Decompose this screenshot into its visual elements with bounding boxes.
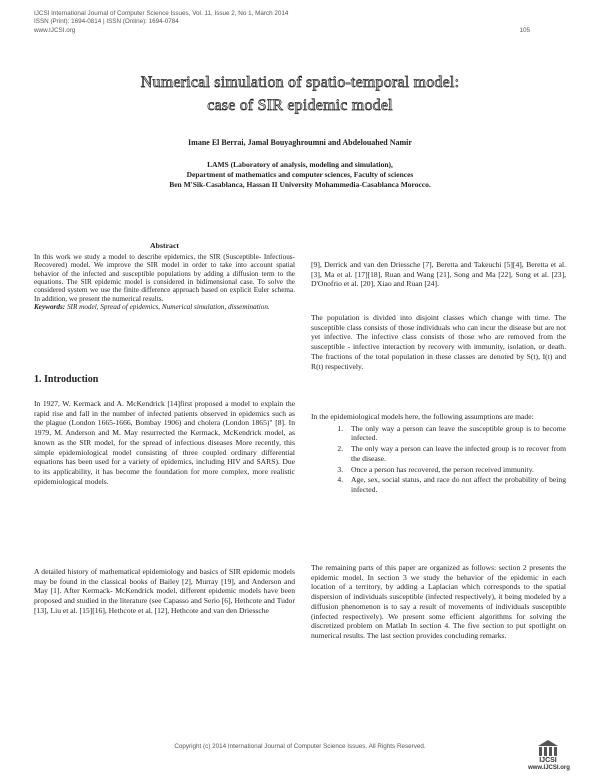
affiliation-line-1: LAMS (Laboratory of analysis, modeling and simulation), <box>207 160 393 169</box>
right-column-p5 <box>311 563 566 641</box>
affiliation-line-3: Ben M'Sik-Casablanca, Hassan II University Mohammedia-Casablanca Morocco. <box>169 180 431 189</box>
keywords <box>34 303 295 311</box>
title-line-2: case of SIR epidemic model <box>207 97 393 114</box>
right-column <box>311 260 566 289</box>
site-line: www.IJCSI.org <box>34 26 76 34</box>
logo-pillars-icon <box>528 738 568 758</box>
intro-paragraph-2: A detailed history of mathematical epidemiology and basics of SIR epidemic models may be found in the classical books of Bailey [2], Murray [19], and Anderson and May [1]. After Kermack- McKendrick model, different epidemic models have been proposed and studied in the literature (see Capasso and Serio [6], Hethcote and Tudor [13], Liu et al. [15][16], Hethcote et al. [12], Hethcote and van den Driessche <box>34 567 295 615</box>
intro-left-body-2 <box>34 567 295 616</box>
title-line-1: Numerical simulation of spatio-temporal model: <box>140 74 460 91</box>
list-item: 4. Age, sex, social status, and race do not affect the probability of being infected. <box>345 475 566 494</box>
logo-site: www.IJCSI.org <box>528 765 570 771</box>
keywords-text: SIR model, Spread of epidemics, Numerical simulation, dissemination. <box>66 303 270 312</box>
list-item: 2. The only way a person can leave the infected group is to recover from the disease. <box>345 444 566 463</box>
right-column-p4 <box>311 412 566 496</box>
issn-line: ISSN (Print): 1694-0814 | ISSN (Online): 1694-0784 <box>34 18 179 26</box>
abstract-heading: Abstract <box>149 241 179 250</box>
left-column <box>34 241 295 312</box>
page-number: 105 <box>519 27 530 34</box>
running-header <box>34 10 288 35</box>
list-item: 1. The only way a person can leave the susceptible group is to become infected. <box>345 424 566 443</box>
footer-copyright: Copyright (c) 2014 International Journal of Computer Science Issues. All Rights Reserved. <box>174 743 426 750</box>
intro-paragraph-2-cont: [9], Derrick and van den Driessche [7], Beretta and Takeuchi [5][4], Beretta et al. [3], Ma et al. [17][18], Ruan and Wang [21], Song and Ma [22], Song et al. [23], D'Onofrio et al. [20], Xiao and Ruan [24]. <box>311 260 566 289</box>
section-heading-introduction: 1. Introduction <box>34 374 99 385</box>
paper-title <box>0 71 600 117</box>
assumptions-list <box>311 424 566 495</box>
right-column-p3 <box>311 313 566 371</box>
affiliation <box>0 160 600 190</box>
affiliation-line-2: Department of mathematics and computer sciences, Faculty of sciences <box>186 170 414 179</box>
journal-line: IJCSI International Journal of Computer Science Issues, Vol. 11, Issue 2, No 1, March 2014 <box>34 10 289 17</box>
intro-left <box>34 375 295 385</box>
intro-paragraph-1: In 1927, W. Kermack and A. McKendrick [14]first proposed a model to explain the rapid rise and fall in the number of infected patients observed in epidemics such as the plague (London 1665-1666, Bombay 1906) and cholera (London 1865)" [8]. In 1979, M. Anderson and M. May resurrected the Kermack, McKendrick model, as known as the SIR model, for the spread of infectious diseases More recently, this simple epidemiological model consisting of three coupled ordinary differential equations has been used for a variety of epidemics, including HIV and SARS). Due to its applicability, it has become the foundation for more complex, more realistic epidemiological models. <box>34 399 295 486</box>
list-item: 3. Once a person has recovered, the person received immunity. <box>345 465 566 475</box>
intro-left-body <box>34 399 295 486</box>
intro-paragraph-3: The population is divided into disjoint classes which change with time. The susceptible class consists of those individuals who can incur the disease but are not yet infective. The infective class consists of those who are removed from the susceptible - infective interaction by recovery with immunity, isolation, or death. The fractions of the total population in these classes are denoted by S(t), I(t) and R(t) respectively. <box>311 313 566 371</box>
keywords-label: Keywords: <box>34 303 66 312</box>
intro-paragraph-4: In the epidemiological models here, the following assumptions are made: <box>311 412 534 421</box>
logo-text: IJCSI <box>539 757 557 764</box>
ijcsi-logo <box>528 738 568 770</box>
authors: Imane El Berrai, Jamal Bouyaghroumni and Abdelouahed Namir <box>188 138 412 147</box>
intro-paragraph-5: The remaining parts of this paper are organized as follows: section 2 presents the epidemic model. In section 3 we study the behavior of the epidemic in each location of a territory, by adding a Laplacian which corresponds to the spatial dispersion of individuals susceptible (infected respectively), it being modeled by a diffusion phenomenon is to say a result of movements of individuals susceptible (infected respectively). We present some efficient algorithms for solving the discretized problem on Matlab In section 4. The five section to put spotlight on numerical results. The last section provides concluding remarks. <box>311 563 566 640</box>
abstract-text: In this work we study a model to describe epidemics, the SIR (Susceptible- Infectious- Recovered) model. We improve the SIR model in order to take into account spatial behavior of the infected and susceptible populations by adding a diffusion term to the equations. The SIR epidemic model is considered in bidimensional case. To solve the considered system we use the finite difference approach based on explicit Euler schema. In addition, we present the numerical results. <box>34 252 295 303</box>
